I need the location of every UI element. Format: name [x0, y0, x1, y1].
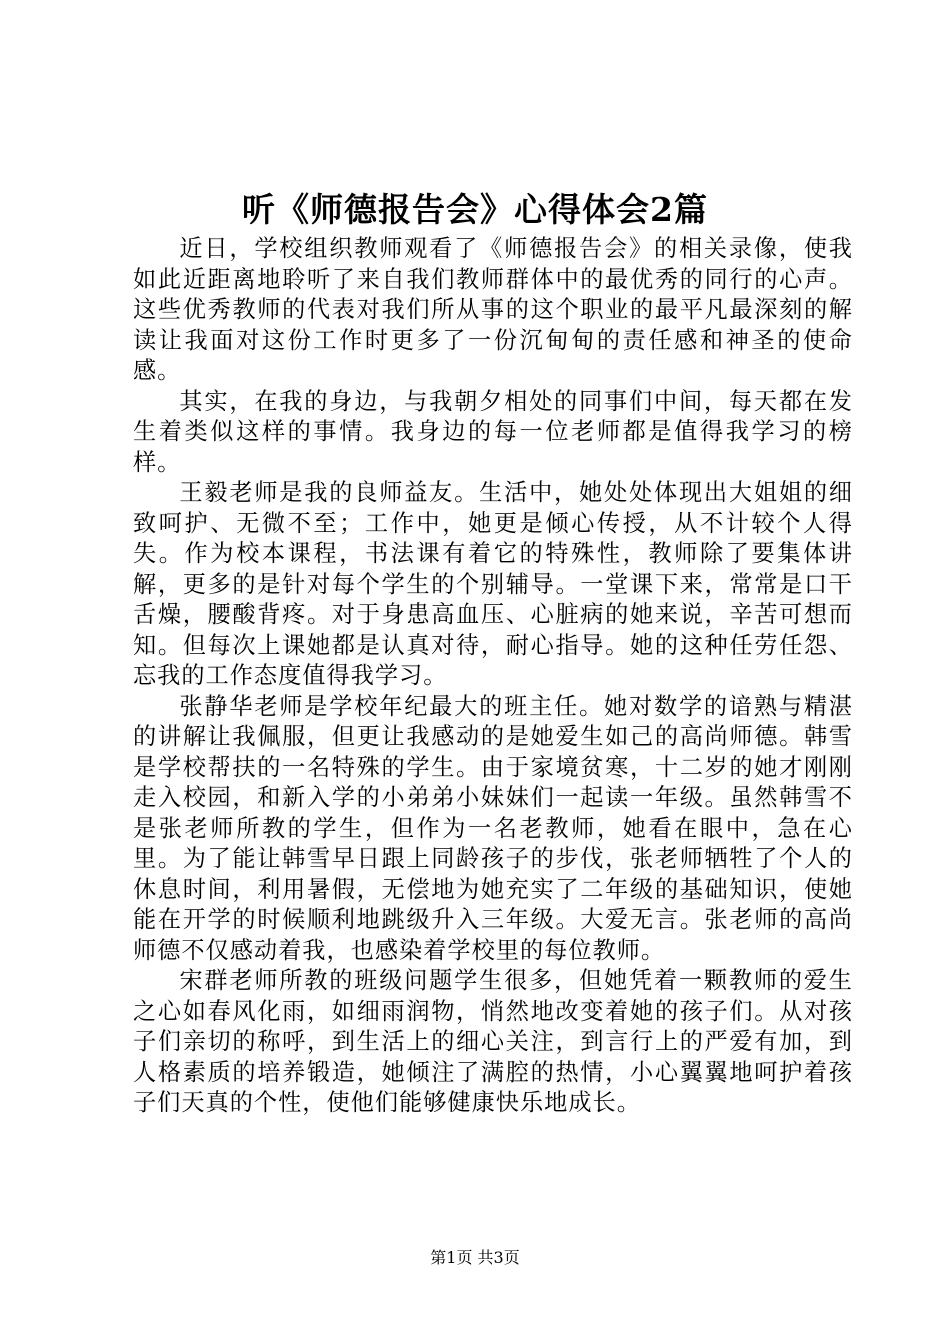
- paragraph: 其实，在我的身边，与我朝夕相处的同事们中间，每天都在发生着类似这样的事情。我身边的每一位老师都是值得我学习的榜样。: [133, 387, 853, 476]
- page-footer: 第1页 共3页: [430, 1248, 520, 1267]
- document-body: [133, 234, 853, 1119]
- document-title: 听《师德报告会》心得体会2篇: [242, 190, 708, 229]
- paragraph: 宋群老师所教的班级问题学生很多，但她凭着一颗教师的爱生之心如春风化雨，如细雨润物，悄然地改变着她的孩子们。从对孩子们亲切的称呼，到生活上的细心关注，到言行上的严爱有加，到人格素质的培养锻造，她倾注了满腔的热情，小心翼翼地呵护着孩子们天真的个性，使他们能够健康快乐地成长。: [133, 967, 853, 1116]
- paragraph: 近日，学校组织教师观看了《师德报告会》的相关录像，使我如此近距离地聆听了来自我们教师群体中的最优秀的同行的心声。这些优秀教师的代表对我们所从事的这个职业的最平凡最深刻的解读让我面对这份工作时更多了一份沉甸甸的责任感和神圣的使命感。: [133, 235, 853, 384]
- paragraph: 王毅老师是我的良师益友。生活中，她处处体现出大姐姐的细致呵护、无微不至；工作中，她更是倾心传授，从不计较个人得失。作为校本课程，书法课有着它的特殊性，教师除了要集体讲解，更多的是针对每个学生的个别辅导。一堂课下来，常常是口干舌燥，腰酸背疼。对于身患高血压、心脏病的她来说，辛苦可想而知。但每次上课她都是认真对待，耐心指导。她的这种任劳任怨、忘我的工作态度值得我学习。: [133, 479, 853, 689]
- paragraph: 张静华老师是学校年纪最大的班主任。她对数学的谙熟与精湛的讲解让我佩服，但更让我感动的是她爱生如己的高尚师德。韩雪是学校帮扶的一名特殊的学生。由于家境贫寒，十二岁的她才刚刚走入校园，和新入学的小弟弟小妹妹们一起读一年级。虽然韩雪不是张老师所教的学生，但作为一名老教师，她看在眼中，急在心里。为了能让韩雪早日跟上同龄孩子的步伐，张老师牺牲了个人的休息时间，利用暑假，无偿地为她充实了二年级的基础知识，使她能在开学的时候顺利地跳级升入三年级。大爱无言。张老师的高尚师德不仅感动着我，也感染着学校里的每位教师。: [133, 692, 853, 964]
